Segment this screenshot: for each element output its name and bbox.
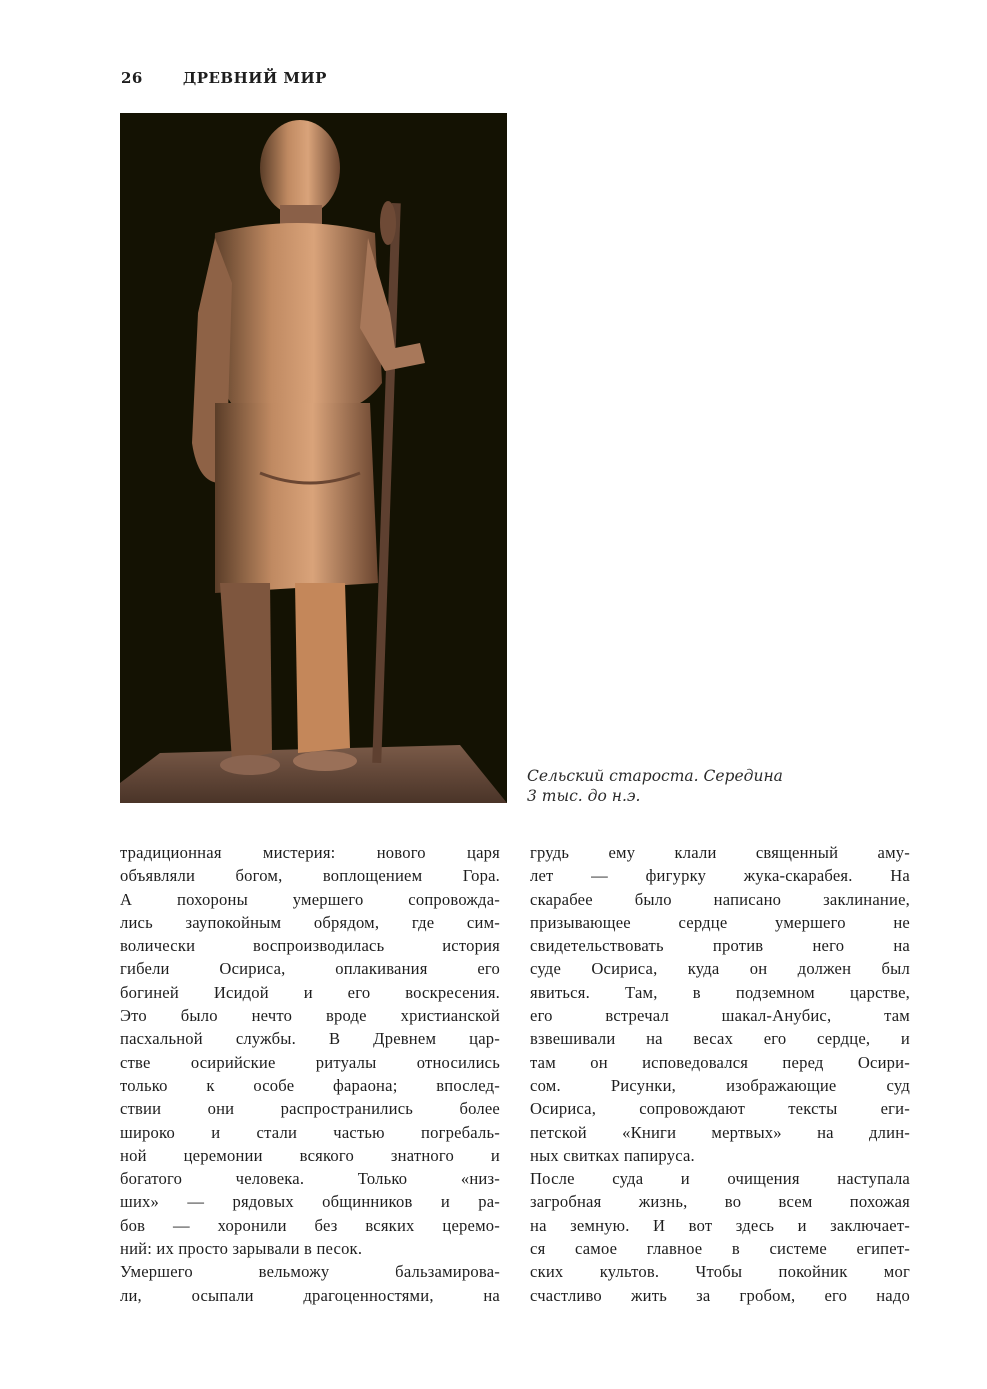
text-line: его встречал шакал-Анубис, там — [530, 1006, 910, 1026]
text-line: ствии они распространились более — [120, 1099, 500, 1119]
text-line: суде Осириса, куда он должен был — [530, 959, 910, 979]
text-line: богиней Исидой и его воскресения. — [120, 982, 500, 1002]
photo-caption — [527, 766, 827, 806]
text-line: лись заупокойным обрядом, где сим- — [120, 912, 500, 932]
text-line: объявляли богом, воплощением Гора. — [120, 866, 500, 886]
text-line: ся самое главное в системе египет- — [530, 1239, 910, 1259]
text-line: Умершего вельможу бальзамирова- — [120, 1262, 500, 1282]
text-line: ских культов. Чтобы покойник мог — [530, 1262, 910, 1282]
text-line: ний: их просто зарывали в песок. — [120, 1239, 363, 1259]
text-line: лет — фигурку жука-скарабея. На — [530, 866, 910, 886]
caption-line: 3 тыс. до н.э. — [527, 787, 641, 805]
statue-illustration — [120, 113, 507, 803]
text-line: явиться. Там, в подземном царстве, — [530, 982, 910, 1002]
text-line: А похороны умершего сопровожда- — [120, 889, 500, 909]
text-line: После суда и очищения наступала — [530, 1169, 910, 1189]
text-line: стве осирийские ритуалы относились — [120, 1052, 500, 1072]
text-line: волически воспроизводилась история — [120, 936, 500, 956]
text-line: широко и стали частью погребаль- — [120, 1122, 500, 1142]
text-line: ной церемонии всякого знатного и — [120, 1145, 500, 1165]
running-title: ДРЕВНИЙ МИР — [182, 69, 327, 87]
text-line: свидетельствовать против него на — [530, 936, 910, 956]
running-head — [121, 69, 327, 87]
text-line: на земную. И вот здесь и заключает- — [530, 1215, 910, 1235]
text-line: бов — хоронили без всяких церемо- — [120, 1215, 500, 1235]
text-line: Осириса, сопровождают тексты еги- — [530, 1099, 910, 1119]
text-line: призывающее сердце умершего не — [530, 912, 910, 932]
text-line: счастливо жить за гробом, его надо — [530, 1285, 910, 1305]
text-line: загробная жизнь, во всем похожая — [530, 1192, 910, 1212]
text-line: там он исповедовался перед Осири- — [530, 1052, 910, 1072]
text-line: только к особе фараона; впослед- — [120, 1075, 500, 1095]
text-line: скарабее было написано заклинание, — [530, 889, 910, 909]
text-line: богатого человека. Только «низ- — [120, 1169, 500, 1189]
text-line: ли, осыпали драгоценностями, на — [120, 1285, 500, 1305]
text-line: взвешивали на весах его сердце, и — [530, 1029, 910, 1049]
text-line: ных свитках папируса. — [530, 1145, 695, 1165]
text-line: пасхальной службы. В Древнем цар- — [120, 1029, 500, 1049]
text-line: петской «Книги мертвых» на длин- — [530, 1122, 910, 1142]
statue-photo — [120, 113, 507, 803]
text-line: ших» — рядовых общинников и ра- — [120, 1192, 500, 1212]
page-number: 26 — [121, 69, 143, 87]
text-line: сом. Рисунки, изображающие суд — [530, 1075, 910, 1095]
text-column-right — [530, 841, 910, 1307]
text-line: Это было нечто вроде христианской — [120, 1006, 500, 1026]
text-line: грудь ему клали священный аму- — [530, 843, 910, 862]
text-column-left — [120, 841, 500, 1307]
caption-line: Сельский староста. Середина — [527, 767, 783, 785]
text-line: традиционная мистерия: нового царя — [120, 843, 500, 862]
text-line: гибели Осириса, оплакивания его — [120, 959, 500, 979]
